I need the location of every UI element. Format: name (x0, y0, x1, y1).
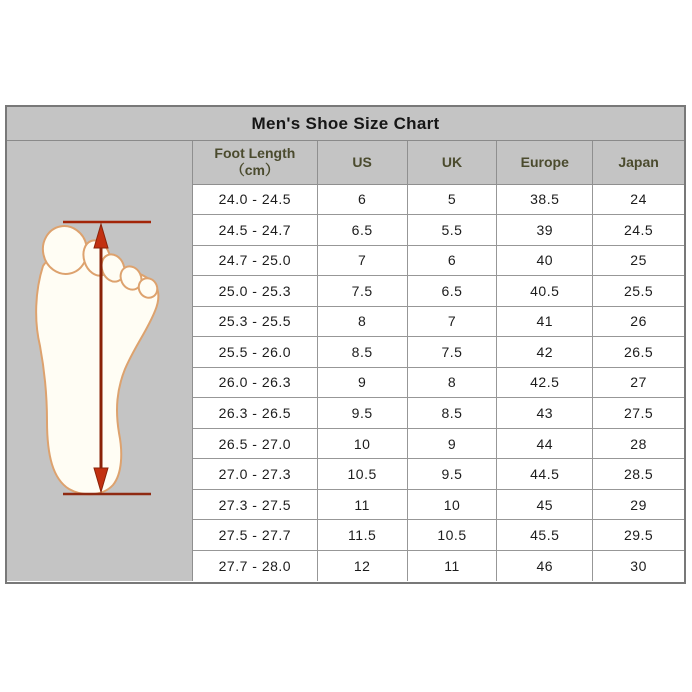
cell-uk-size: 11 (407, 550, 497, 581)
cell-europe-size: 43 (497, 398, 593, 429)
table-row (193, 245, 684, 276)
chart-title: Men's Shoe Size Chart (7, 107, 684, 141)
cell-uk-size: 8 (407, 367, 497, 398)
column-header-europe: Europe (497, 141, 593, 184)
column-header-japan: Japan (593, 141, 684, 184)
cell-foot-length-range: 26.5 - 27.0 (193, 428, 317, 459)
cell-europe-size: 40 (497, 245, 593, 276)
shoe-size-chart (5, 105, 686, 584)
cell-europe-size: 45 (497, 489, 593, 520)
cell-japan-size: 29 (593, 489, 684, 520)
cell-us-size: 7 (317, 245, 407, 276)
cell-uk-size: 5 (407, 184, 497, 215)
foot-illustration-panel (7, 141, 193, 581)
cell-foot-length-range: 27.5 - 27.7 (193, 520, 317, 551)
cell-us-size: 8 (317, 306, 407, 337)
cell-europe-size: 44 (497, 428, 593, 459)
table-row (193, 489, 684, 520)
cell-uk-size: 10.5 (407, 520, 497, 551)
cell-us-size: 6 (317, 184, 407, 215)
cell-europe-size: 44.5 (497, 459, 593, 490)
cell-foot-length-range: 25.3 - 25.5 (193, 306, 317, 337)
table-row (193, 184, 684, 215)
column-header-us: US (317, 141, 407, 184)
foot-outline-icon (36, 222, 161, 494)
cell-uk-size: 9.5 (407, 459, 497, 490)
cell-europe-size: 38.5 (497, 184, 593, 215)
table-row (193, 306, 684, 337)
cell-uk-size: 10 (407, 489, 497, 520)
table-row (193, 398, 684, 429)
cell-foot-length-range: 26.0 - 26.3 (193, 367, 317, 398)
table-row (193, 459, 684, 490)
cell-uk-size: 5.5 (407, 215, 497, 246)
cell-foot-length-range: 24.7 - 25.0 (193, 245, 317, 276)
cell-foot-length-range: 24.5 - 24.7 (193, 215, 317, 246)
cell-japan-size: 28 (593, 428, 684, 459)
cell-foot-length-range: 27.7 - 28.0 (193, 550, 317, 581)
cell-japan-size: 29.5 (593, 520, 684, 551)
cell-japan-size: 25 (593, 245, 684, 276)
cell-us-size: 7.5 (317, 276, 407, 307)
column-header-foot-length (193, 141, 317, 184)
cell-japan-size: 30 (593, 550, 684, 581)
cell-europe-size: 40.5 (497, 276, 593, 307)
cell-foot-length-range: 27.0 - 27.3 (193, 459, 317, 490)
size-table (193, 141, 684, 581)
cell-japan-size: 26 (593, 306, 684, 337)
cell-japan-size: 26.5 (593, 337, 684, 368)
size-table-header (193, 141, 684, 184)
size-table-body (193, 184, 684, 581)
cell-foot-length-range: 25.5 - 26.0 (193, 337, 317, 368)
table-row (193, 550, 684, 581)
cell-uk-size: 8.5 (407, 398, 497, 429)
foot-measurement-illustration (7, 141, 193, 584)
table-row (193, 276, 684, 307)
cell-japan-size: 24.5 (593, 215, 684, 246)
cell-foot-length-range: 25.0 - 25.3 (193, 276, 317, 307)
table-row (193, 215, 684, 246)
cell-japan-size: 24 (593, 184, 684, 215)
cell-us-size: 9.5 (317, 398, 407, 429)
cell-europe-size: 39 (497, 215, 593, 246)
cell-us-size: 12 (317, 550, 407, 581)
cell-europe-size: 45.5 (497, 520, 593, 551)
cell-europe-size: 46 (497, 550, 593, 581)
cell-japan-size: 27 (593, 367, 684, 398)
table-row (193, 520, 684, 551)
table-row (193, 337, 684, 368)
cell-uk-size: 9 (407, 428, 497, 459)
cell-us-size: 11.5 (317, 520, 407, 551)
cell-foot-length-range: 27.3 - 27.5 (193, 489, 317, 520)
cell-us-size: 10 (317, 428, 407, 459)
cell-foot-length-range: 26.3 - 26.5 (193, 398, 317, 429)
cell-us-size: 9 (317, 367, 407, 398)
cell-europe-size: 42 (497, 337, 593, 368)
cell-europe-size: 41 (497, 306, 593, 337)
column-header-foot-length-line2: （cm） (230, 162, 279, 179)
cell-us-size: 11 (317, 489, 407, 520)
cell-uk-size: 6 (407, 245, 497, 276)
table-row (193, 367, 684, 398)
cell-uk-size: 7 (407, 306, 497, 337)
cell-foot-length-range: 24.0 - 24.5 (193, 184, 317, 215)
cell-japan-size: 25.5 (593, 276, 684, 307)
cell-japan-size: 27.5 (593, 398, 684, 429)
cell-europe-size: 42.5 (497, 367, 593, 398)
cell-japan-size: 28.5 (593, 459, 684, 490)
cell-us-size: 8.5 (317, 337, 407, 368)
cell-us-size: 6.5 (317, 215, 407, 246)
chart-body (7, 141, 684, 581)
column-header-foot-length-line1: Foot Length (214, 144, 296, 161)
cell-us-size: 10.5 (317, 459, 407, 490)
cell-uk-size: 7.5 (407, 337, 497, 368)
cell-uk-size: 6.5 (407, 276, 497, 307)
column-header-uk: UK (407, 141, 497, 184)
table-row (193, 428, 684, 459)
